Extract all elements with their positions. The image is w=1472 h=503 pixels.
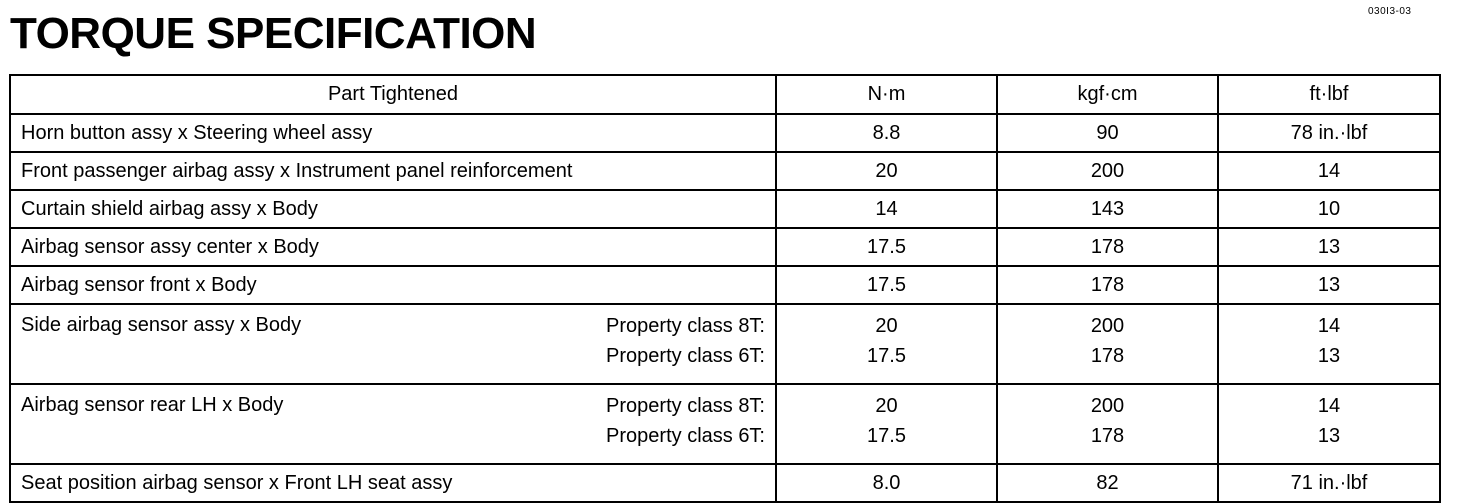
part-name: Side airbag sensor assy x Body [21,314,302,336]
part-cell [10,304,776,384]
table-row [10,228,1440,266]
ft-value: 14 [1317,395,1341,417]
kgf-value: 200 [1090,395,1125,417]
kgf-cell: 200 [997,152,1218,190]
header-nm: N·m [776,75,997,114]
kgf-cell: 90 [997,114,1218,152]
property-class-label: Property class 6T: [606,345,765,367]
kgf-cell: 82 [997,464,1218,502]
part-cell [10,384,776,464]
ft-value: 13 [1317,425,1341,447]
part-cell: Horn button assy x Steering wheel assy [10,114,776,152]
table-row [10,114,1440,152]
nm-cell: 17.5 [776,228,997,266]
document-code: 030I3-03 [1368,6,1412,17]
table-row [10,384,1440,464]
table-row [10,190,1440,228]
kgf-cell: 143 [997,190,1218,228]
ft-cell: 13 [1218,228,1440,266]
kgf-cell [997,304,1218,384]
kgf-value: 178 [1090,425,1125,447]
table-header-row [10,75,1440,114]
part-cell: Curtain shield airbag assy x Body [10,190,776,228]
nm-cell: 14 [776,190,997,228]
kgf-value: 200 [1090,315,1125,337]
nm-cell: 8.8 [776,114,997,152]
part-cell: Seat position airbag sensor x Front LH seat assy [10,464,776,502]
ft-cell [1218,304,1440,384]
header-part-tightened: Part Tightened [10,75,776,114]
ft-value: 13 [1317,345,1341,367]
property-class-label: Property class 6T: [606,425,765,447]
ft-value: 14 [1317,315,1341,337]
part-cell: Airbag sensor front x Body [10,266,776,304]
ft-cell: 10 [1218,190,1440,228]
header-ft-lbf: ft·lbf [1218,75,1440,114]
kgf-cell: 178 [997,228,1218,266]
page-title: TORQUE SPECIFICATION [10,9,537,58]
nm-value: 20 [875,315,898,337]
ft-cell: 78 in.·lbf [1218,114,1440,152]
nm-cell: 8.0 [776,464,997,502]
table-row [10,304,1440,384]
ft-cell: 14 [1218,152,1440,190]
nm-cell [776,384,997,464]
nm-cell: 17.5 [776,266,997,304]
table-row [10,266,1440,304]
kgf-cell [997,384,1218,464]
nm-value: 20 [875,395,898,417]
nm-cell: 20 [776,152,997,190]
table-row [10,152,1440,190]
ft-cell: 71 in.·lbf [1218,464,1440,502]
nm-value: 17.5 [867,425,906,447]
property-class-label: Property class 8T: [606,315,765,337]
part-cell: Front passenger airbag assy x Instrument panel reinforcement [10,152,776,190]
header-kgf-cm: kgf·cm [997,75,1218,114]
ft-cell [1218,384,1440,464]
kgf-cell: 178 [997,266,1218,304]
nm-cell [776,304,997,384]
part-cell: Airbag sensor assy center x Body [10,228,776,266]
ft-cell: 13 [1218,266,1440,304]
torque-table [9,74,1441,503]
property-class-label: Property class 8T: [606,395,765,417]
part-name: Airbag sensor rear LH x Body [21,394,284,416]
table-row [10,464,1440,502]
kgf-value: 178 [1090,345,1125,367]
nm-value: 17.5 [867,345,906,367]
